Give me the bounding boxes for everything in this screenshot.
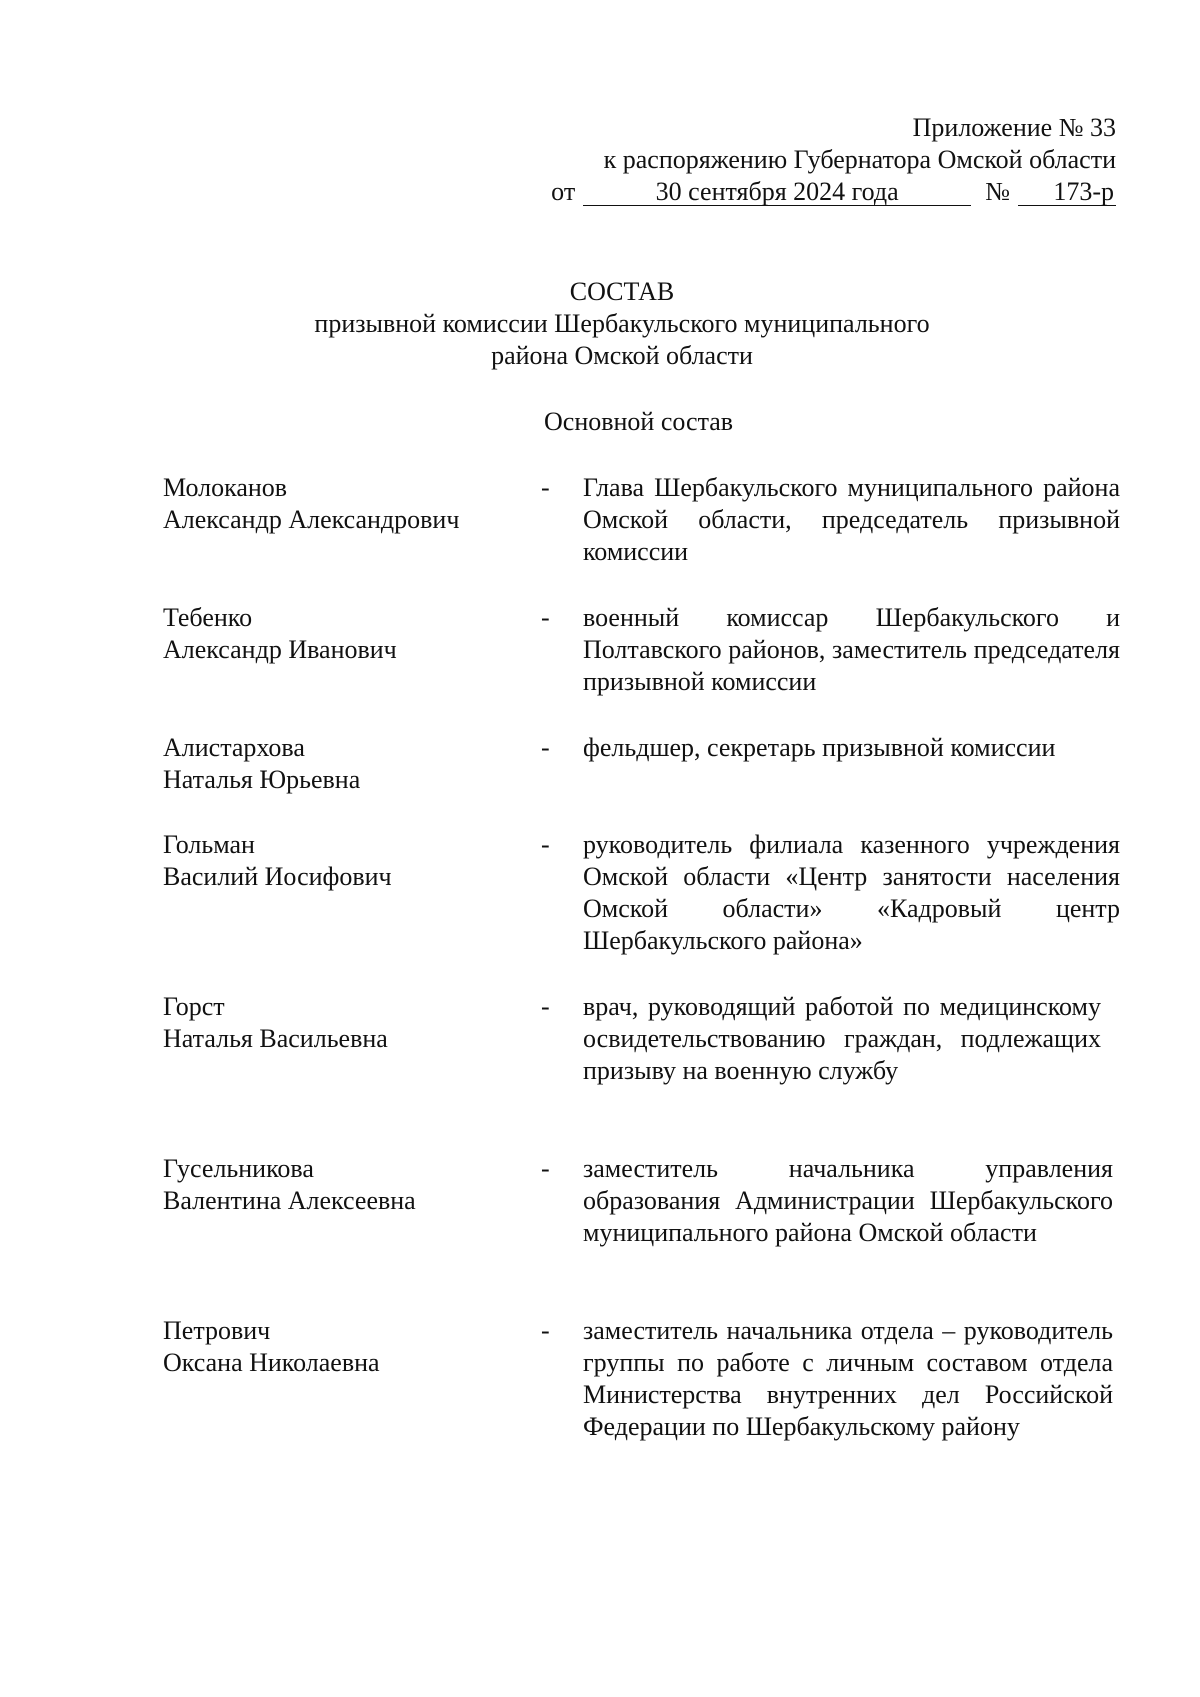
member-given-names: Наталья Васильевна: [163, 1024, 388, 1053]
dash-separator: -: [541, 1316, 550, 1345]
document-title: [0, 276, 1200, 372]
order-date: 30 сентября 2024 года: [583, 179, 971, 206]
dash-separator: -: [541, 830, 550, 859]
member-given-names: Наталья Юрьевна: [163, 765, 361, 794]
title-line-2: призывной комиссии Шербакульского муниципального: [314, 309, 930, 338]
member-name: [163, 991, 543, 1055]
member-surname: Горст: [163, 992, 225, 1021]
member-role: врач, руководящий работой по медицинскому освидетельствованию граждан, подлежащих призыву на военную службу: [583, 992, 1101, 1085]
member-role: заместитель начальника отдела – руководитель группы по работе с личным составом отдела Министерства внутренних дел Российской Федерации по Шербакульскому району: [583, 1316, 1113, 1441]
member-given-names: Василий Иосифович: [163, 862, 392, 891]
dash-separator: -: [541, 733, 550, 762]
member-name: [163, 829, 543, 893]
member-role: руководитель филиала казенного учреждения Омской области «Центр занятости населения Омской области» «Кадровый центр Шербакульского района»: [583, 830, 1120, 955]
appendix-number: Приложение № 33: [912, 113, 1116, 142]
member-name: [163, 732, 543, 796]
member-role: заместитель начальника управления образования Администрации Шербакульского муниципального района Омской области: [583, 1154, 1113, 1247]
member-name: [163, 1153, 543, 1217]
member-surname: Молоканов: [163, 473, 288, 502]
order-number: 173-р: [1018, 179, 1116, 206]
member-surname: Тебенко: [163, 603, 253, 632]
dash-separator: -: [541, 1154, 550, 1183]
member-role: военный комиссар Шербакульского и Полтавского районов, заместитель председателя призывной комиссии: [583, 603, 1120, 696]
section-title: Основной состав: [544, 407, 734, 436]
appendix-header: [516, 112, 1116, 208]
member-surname: Алистархова: [163, 733, 305, 762]
member-given-names: Валентина Алексеевна: [163, 1186, 416, 1215]
appendix-order-reference: к распоряжению Губернатора Омской области: [603, 145, 1116, 174]
member-surname: Петрович: [163, 1316, 271, 1345]
member-surname: Гольман: [163, 830, 255, 859]
appendix-date-line: [516, 176, 1116, 208]
dash-separator: -: [541, 603, 550, 632]
member-surname: Гусельникова: [163, 1154, 314, 1183]
member-name: [163, 1315, 543, 1379]
number-label: №: [985, 177, 1010, 206]
title-line-3: района Омской области: [491, 341, 753, 370]
member-role: Глава Шербакульского муниципального района Омской области, председатель призывной комиссии: [583, 473, 1120, 566]
member-name: [163, 472, 543, 536]
member-given-names: Оксана Николаевна: [163, 1348, 380, 1377]
from-label: от: [551, 177, 576, 206]
title-heading: СОСТАВ: [569, 277, 675, 306]
dash-separator: -: [541, 473, 550, 502]
dash-separator: -: [541, 992, 550, 1021]
member-given-names: Александр Александрович: [163, 505, 460, 534]
member-given-names: Александр Иванович: [163, 635, 397, 664]
member-role: фельдшер, секретарь призывной комиссии: [583, 733, 1056, 762]
member-name: [163, 602, 543, 666]
